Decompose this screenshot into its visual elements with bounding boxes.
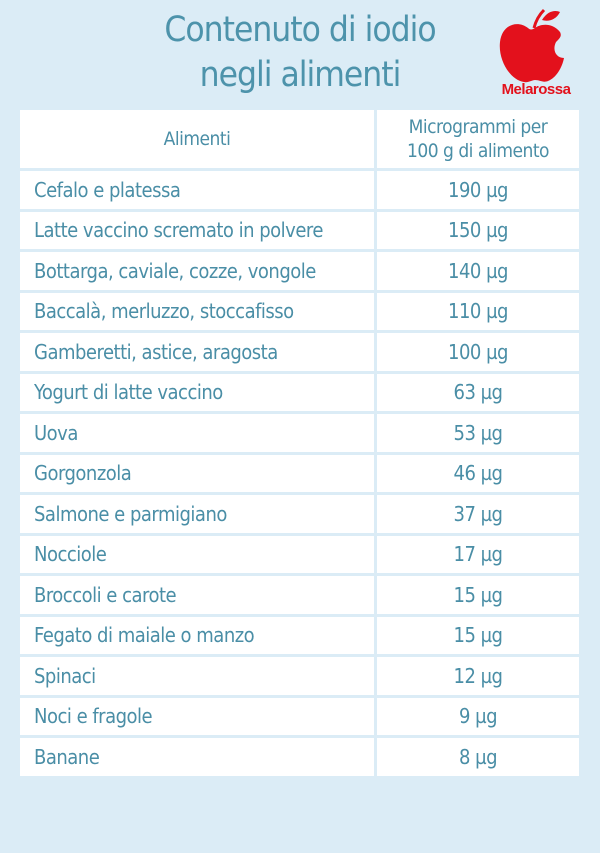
food-name: Broccoli e carote bbox=[19, 575, 376, 616]
iodine-value: 63 µg bbox=[376, 372, 581, 413]
iodine-value: 17 µg bbox=[376, 534, 581, 575]
food-name: Spinaci bbox=[19, 656, 376, 697]
food-name: Salmone e parmigiano bbox=[19, 494, 376, 535]
iodine-value: 140 µg bbox=[376, 251, 581, 292]
table-row bbox=[19, 494, 581, 535]
table-row bbox=[19, 656, 581, 697]
iodine-value: 12 µg bbox=[376, 656, 581, 697]
table-row bbox=[19, 170, 581, 211]
header-value-line-2: 100 g di alimento bbox=[407, 140, 549, 162]
food-name: Cefalo e platessa bbox=[19, 170, 376, 211]
table-header bbox=[19, 109, 581, 170]
iodine-value: 37 µg bbox=[376, 494, 581, 535]
table-row bbox=[19, 413, 581, 454]
iodine-value: 46 µg bbox=[376, 453, 581, 494]
food-name: Banane bbox=[19, 737, 376, 778]
title-line-1: Contenuto di iodio bbox=[164, 10, 436, 50]
table-row bbox=[19, 575, 581, 616]
food-name: Uova bbox=[19, 413, 376, 454]
food-name: Nocciole bbox=[19, 534, 376, 575]
food-name: Gorgonzola bbox=[19, 453, 376, 494]
iodine-value: 8 µg bbox=[376, 737, 581, 778]
iodine-value: 110 µg bbox=[376, 291, 581, 332]
food-name: Latte vaccino scremato in polvere bbox=[19, 210, 376, 251]
iodine-table bbox=[17, 107, 582, 779]
page-title bbox=[60, 8, 540, 98]
table-row bbox=[19, 210, 581, 251]
iodine-value: 150 µg bbox=[376, 210, 581, 251]
iodine-value: 53 µg bbox=[376, 413, 581, 454]
table-row bbox=[19, 737, 581, 778]
food-name: Yogurt di latte vaccino bbox=[19, 372, 376, 413]
title-line-2: negli alimenti bbox=[199, 55, 401, 95]
table-row bbox=[19, 251, 581, 292]
brand-name: Melarossa bbox=[501, 81, 571, 98]
iodine-value: 190 µg bbox=[376, 170, 581, 211]
food-name: Gamberetti, astice, aragosta bbox=[19, 332, 376, 373]
header-value-line-1: Microgrammi per bbox=[408, 116, 548, 138]
iodine-value: 15 µg bbox=[376, 575, 581, 616]
header-value bbox=[376, 109, 581, 170]
food-name: Noci e fragole bbox=[19, 696, 376, 737]
food-name: Baccalà, merluzzo, stoccafisso bbox=[19, 291, 376, 332]
table-row bbox=[19, 696, 581, 737]
table-row bbox=[19, 534, 581, 575]
table-row bbox=[19, 332, 581, 373]
iodine-value: 100 µg bbox=[376, 332, 581, 373]
table-row bbox=[19, 291, 581, 332]
iodine-value: 15 µg bbox=[376, 615, 581, 656]
food-name: Fegato di maiale o manzo bbox=[19, 615, 376, 656]
table-row bbox=[19, 453, 581, 494]
table-row bbox=[19, 372, 581, 413]
food-name: Bottarga, caviale, cozze, vongole bbox=[19, 251, 376, 292]
table-row bbox=[19, 615, 581, 656]
header-food: Alimenti bbox=[19, 109, 376, 170]
iodine-value: 9 µg bbox=[376, 696, 581, 737]
